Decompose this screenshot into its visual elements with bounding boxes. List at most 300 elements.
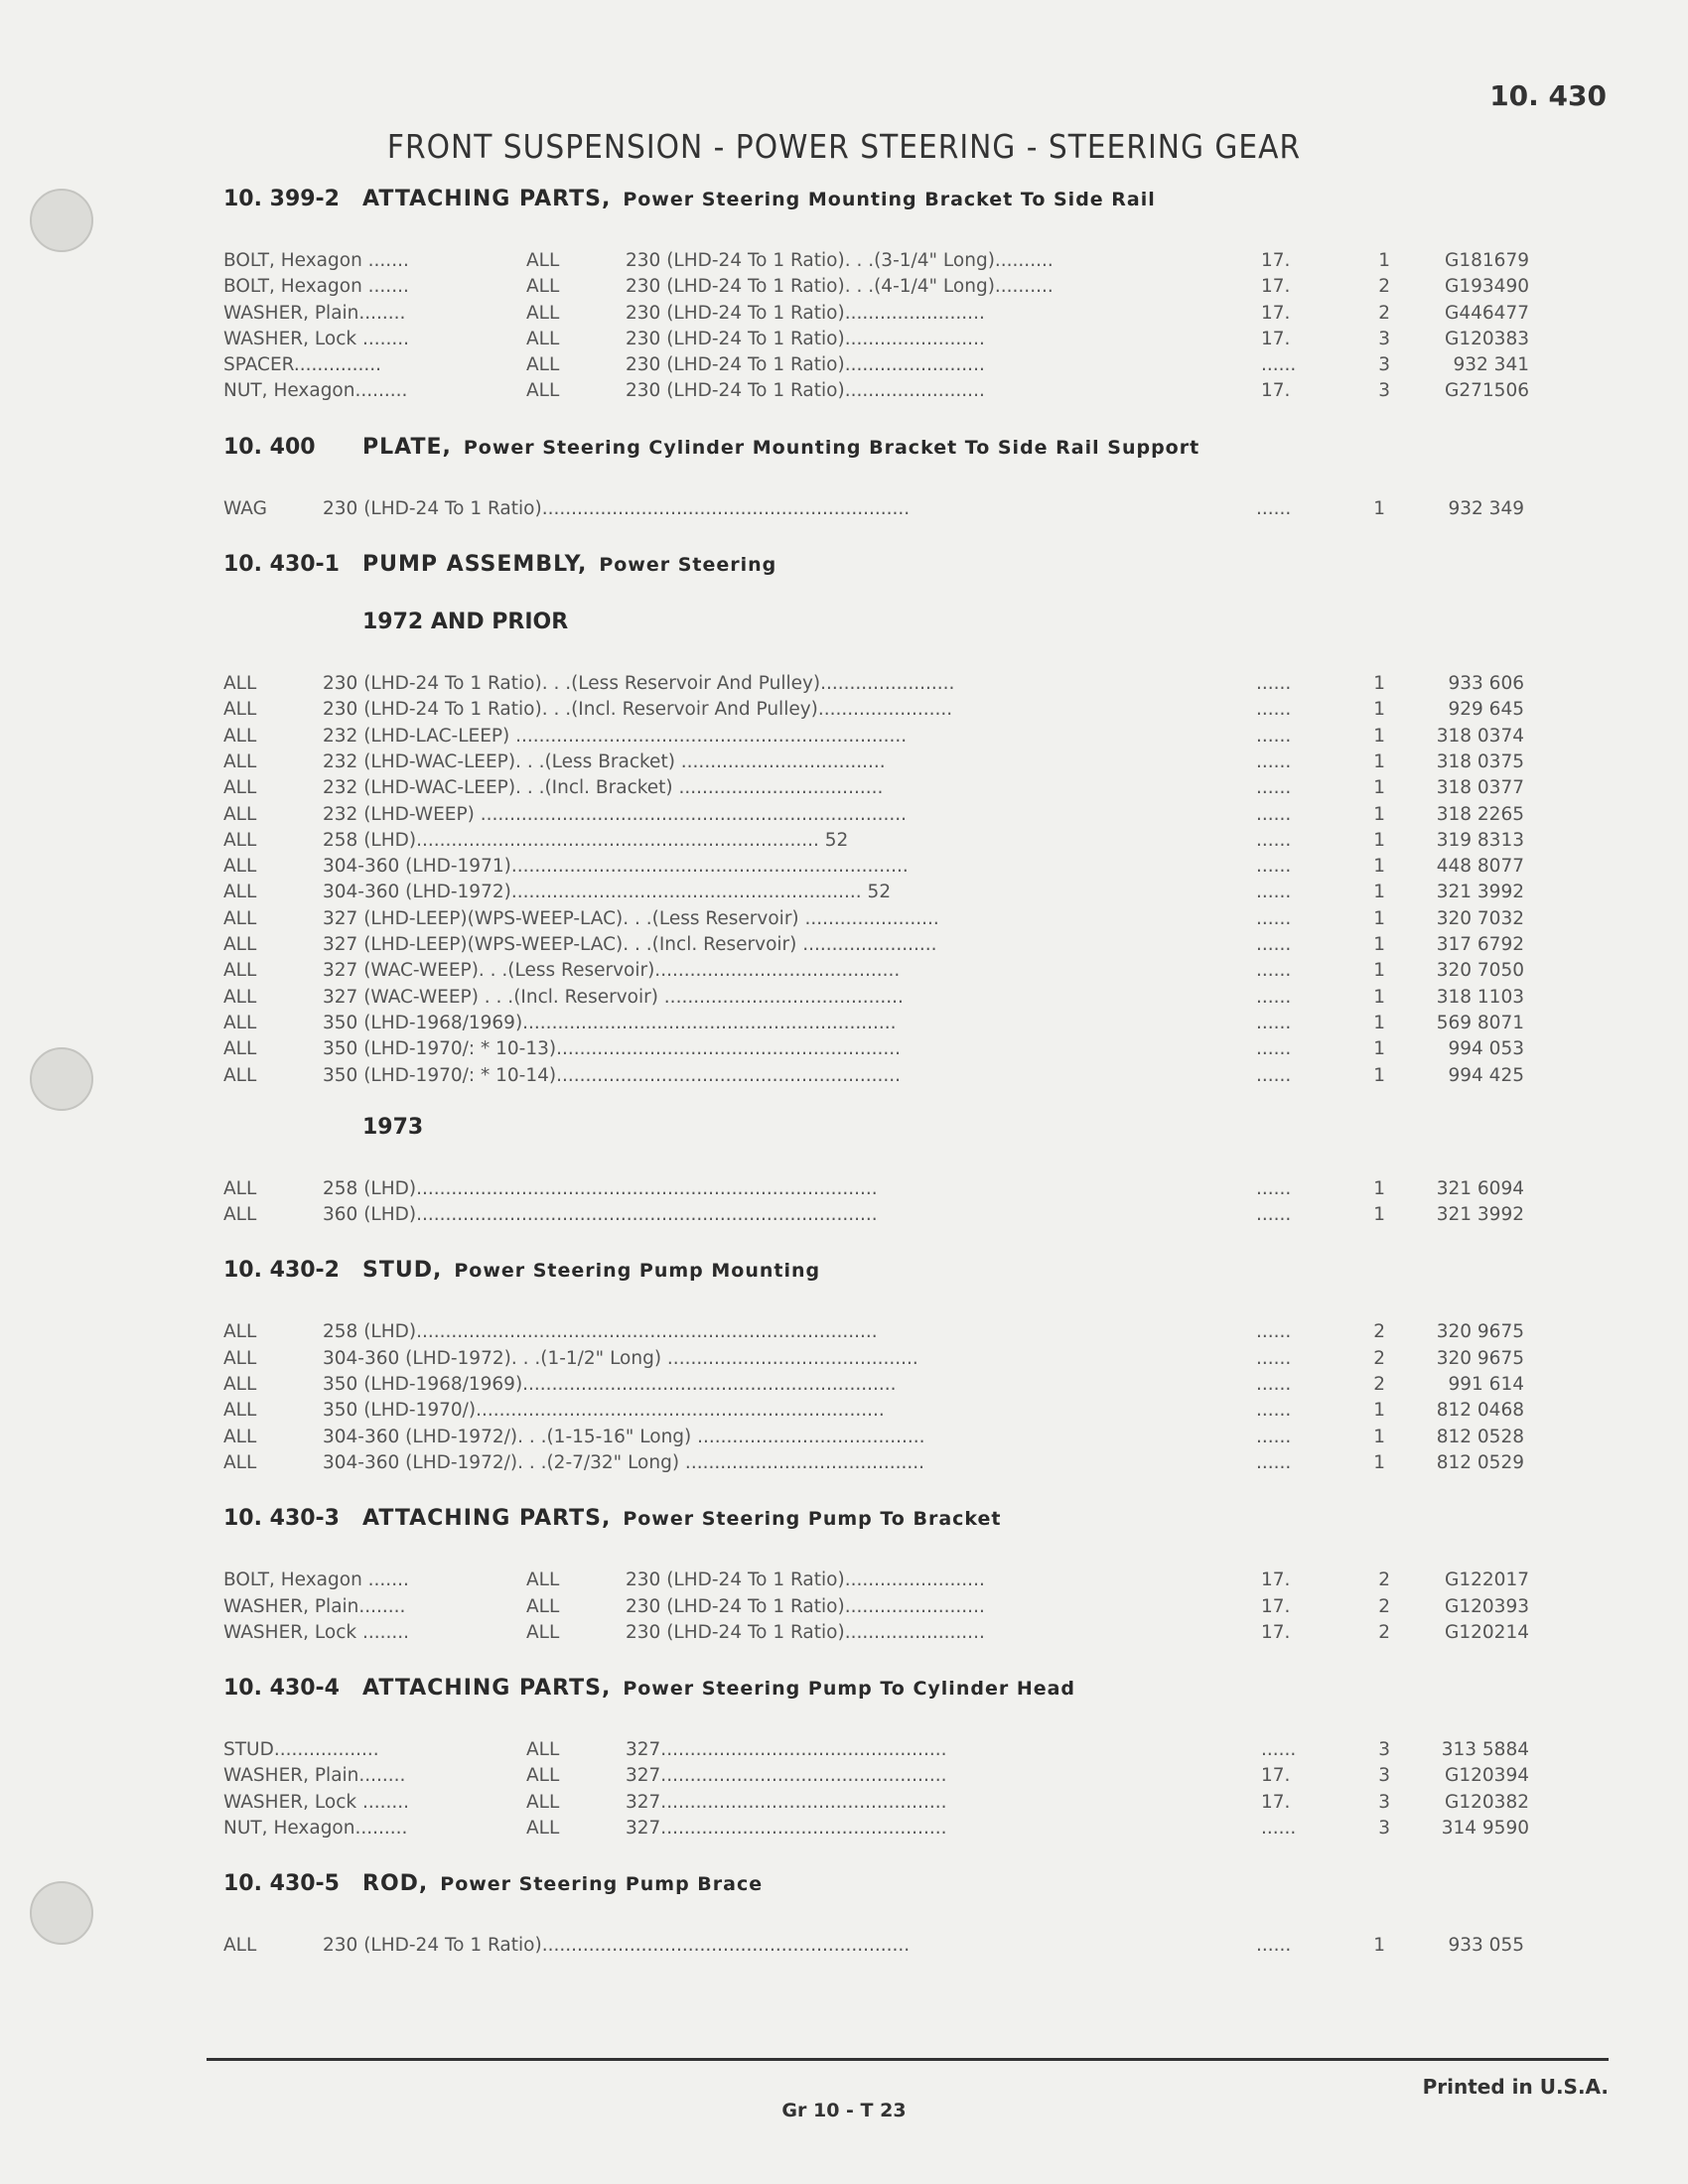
part-number: 991 614 xyxy=(1448,1374,1524,1396)
group-code: ...... xyxy=(1256,1038,1292,1060)
part-description: 230 (LHD-24 To 1 Ratio)........................ xyxy=(626,380,985,402)
application-code: ALL xyxy=(223,829,257,851)
part-description: 230 (LHD-24 To 1 Ratio)........................ xyxy=(626,1621,985,1643)
table-row xyxy=(223,906,1539,932)
table-row xyxy=(223,274,1539,300)
quantity: 1 xyxy=(1373,725,1385,747)
part-number: 994 053 xyxy=(1448,1038,1524,1060)
quantity: 1 xyxy=(1373,497,1385,519)
part-description: 327 (LHD-LEEP)(WPS-WEEP-LAC). . .(Incl. Reservoir) ....................... xyxy=(323,934,937,956)
section-description: Power Steering xyxy=(599,554,777,577)
group-code: 17. xyxy=(1261,380,1291,402)
part-description: 230 (LHD-24 To 1 Ratio). . .(Incl. Reservoir And Pulley)....................... xyxy=(323,699,953,721)
part-description: 350 (LHD-1968/1969)................................................................ xyxy=(323,1012,897,1033)
group-code: ...... xyxy=(1256,803,1292,825)
table-row xyxy=(223,1763,1539,1789)
part-number: 812 0468 xyxy=(1436,1400,1524,1422)
parts-rows xyxy=(223,1568,1539,1646)
group-code: ...... xyxy=(1256,1374,1292,1396)
table-row xyxy=(223,1425,1539,1450)
part-description: 230 (LHD-24 To 1 Ratio)............................................................... xyxy=(323,497,911,519)
quantity: 1 xyxy=(1373,1038,1385,1060)
group-code: ...... xyxy=(1256,934,1292,956)
part-number: G181679 xyxy=(1445,250,1529,271)
table-row xyxy=(223,1319,1539,1345)
table-row xyxy=(223,1063,1539,1089)
table-row xyxy=(223,1346,1539,1372)
section-name: ATTACHING PARTS, xyxy=(362,187,612,211)
parts-rows xyxy=(223,1933,1539,1959)
quantity: 1 xyxy=(1373,1064,1385,1086)
section-description: Power Steering Mounting Bracket To Side Rail xyxy=(623,189,1156,210)
section-heading xyxy=(223,187,1539,222)
part-name: NUT, Hexagon......... xyxy=(223,380,408,402)
quantity: 2 xyxy=(1373,1321,1385,1343)
quantity: 1 xyxy=(1378,250,1390,271)
part-description: 327................................................. xyxy=(626,1817,947,1839)
section-name: ATTACHING PARTS, xyxy=(362,1676,612,1702)
part-number: 448 8077 xyxy=(1436,856,1524,878)
application-code: ALL xyxy=(223,1374,257,1396)
quantity: 1 xyxy=(1373,1400,1385,1422)
catalog-section xyxy=(223,552,1539,1228)
section-number: 10. 430-4 xyxy=(223,1676,340,1702)
table-row xyxy=(223,327,1539,352)
section-heading xyxy=(223,552,1539,588)
group-code: ...... xyxy=(1256,1204,1292,1226)
table-row xyxy=(223,378,1539,404)
part-description: 230 (LHD-24 To 1 Ratio). . .(3-1/4" Long).......... xyxy=(626,250,1054,271)
application-code: ALL xyxy=(223,751,257,772)
part-name: WASHER, Lock ........ xyxy=(223,328,410,349)
section-description: Power Steering Pump To Bracket xyxy=(623,1508,1002,1531)
catalog-section xyxy=(223,1258,1539,1476)
part-number: G271506 xyxy=(1445,380,1529,402)
quantity: 2 xyxy=(1378,1595,1390,1617)
part-number: G120214 xyxy=(1445,1621,1529,1643)
table-row xyxy=(223,1568,1539,1593)
quantity: 2 xyxy=(1378,1570,1390,1591)
application-code: ALL xyxy=(223,777,257,799)
part-description: 360 (LHD)............................................................................... xyxy=(323,1204,878,1226)
group-code: ...... xyxy=(1256,1426,1292,1447)
footer-divider xyxy=(207,2058,1609,2061)
part-description: 258 (LHD)............................................................................... xyxy=(323,1321,878,1343)
quantity: 1 xyxy=(1373,803,1385,825)
catalog-section xyxy=(223,1676,1539,1842)
quantity: 2 xyxy=(1373,1347,1385,1369)
part-description: 230 (LHD-24 To 1 Ratio)........................ xyxy=(626,328,985,349)
group-code: ...... xyxy=(1256,1451,1292,1473)
section-heading xyxy=(223,1676,1539,1711)
group-code: ...... xyxy=(1256,1064,1292,1086)
part-number: 932 349 xyxy=(1448,497,1524,519)
application-code: ALL xyxy=(526,302,560,324)
part-description: 230 (LHD-24 To 1 Ratio)........................ xyxy=(626,354,985,376)
group-code: 17. xyxy=(1261,1595,1291,1617)
table-row xyxy=(223,1202,1539,1228)
application-code: ALL xyxy=(526,276,560,298)
table-row xyxy=(223,248,1539,274)
parts-rows xyxy=(223,1737,1539,1842)
part-description: 327................................................. xyxy=(626,1791,947,1813)
quantity: 1 xyxy=(1373,1935,1385,1957)
part-name: BOLT, Hexagon ....... xyxy=(223,1570,409,1591)
section-description: Power Steering Pump Mounting xyxy=(454,1260,821,1283)
application-code: ALL xyxy=(223,725,257,747)
table-row xyxy=(223,854,1539,880)
part-description: 230 (LHD-24 To 1 Ratio). . .(Less Reservoir And Pulley)....................... xyxy=(323,673,955,695)
group-code: ...... xyxy=(1256,1012,1292,1033)
group-code: ...... xyxy=(1256,1935,1292,1957)
part-description: 230 (LHD-24 To 1 Ratio)........................ xyxy=(626,1570,985,1591)
application-code: ALL xyxy=(223,1451,257,1473)
page-number: 10. 430 xyxy=(1489,79,1607,112)
table-row xyxy=(223,1450,1539,1476)
application-code: ALL xyxy=(526,1595,560,1617)
table-row xyxy=(223,1372,1539,1398)
application-code: ALL xyxy=(526,1570,560,1591)
part-number: 933 606 xyxy=(1448,673,1524,695)
parts-rows xyxy=(223,1319,1539,1476)
quantity: 1 xyxy=(1373,882,1385,903)
group-code: ...... xyxy=(1261,354,1297,376)
part-number: 320 7050 xyxy=(1436,960,1524,982)
group-code: 17. xyxy=(1261,1621,1291,1643)
quantity: 2 xyxy=(1378,1621,1390,1643)
section-heading xyxy=(223,1506,1539,1542)
quantity: 3 xyxy=(1378,1739,1390,1761)
part-name: WASHER, Plain........ xyxy=(223,1765,406,1787)
group-code: ...... xyxy=(1256,699,1292,721)
part-number: 320 9675 xyxy=(1436,1347,1524,1369)
section-number: 10. 399-2 xyxy=(223,187,340,211)
section-name: STUD, xyxy=(362,1258,443,1284)
part-description: 304-360 (LHD-1972). . .(1-1/2" Long) ........................................... xyxy=(323,1347,918,1369)
group-code: ...... xyxy=(1256,882,1292,903)
part-description: 232 (LHD-WAC-LEEP). . .(Incl. Bracket) ................................... xyxy=(323,777,884,799)
quantity: 1 xyxy=(1373,777,1385,799)
table-row xyxy=(223,1790,1539,1816)
parts-rows xyxy=(223,496,1539,522)
application-code: ALL xyxy=(223,907,257,929)
part-number: 318 1103 xyxy=(1436,986,1524,1008)
application-code: ALL xyxy=(223,1321,257,1343)
table-row xyxy=(223,1737,1539,1763)
part-number: 319 8313 xyxy=(1436,829,1524,851)
group-code: 17. xyxy=(1261,250,1291,271)
page-reference: Gr 10 - T 23 xyxy=(781,2100,907,2121)
application-code: ALL xyxy=(223,1177,257,1199)
part-number: G120382 xyxy=(1445,1791,1529,1813)
application-code: ALL xyxy=(223,856,257,878)
group-code: 17. xyxy=(1261,1765,1291,1787)
part-description: 230 (LHD-24 To 1 Ratio)........................ xyxy=(626,302,985,324)
part-number: G120393 xyxy=(1445,1595,1529,1617)
part-number: 321 3992 xyxy=(1436,1204,1524,1226)
part-name: NUT, Hexagon......... xyxy=(223,1817,408,1839)
table-row xyxy=(223,1011,1539,1036)
quantity: 1 xyxy=(1373,934,1385,956)
application-code: ALL xyxy=(223,1038,257,1060)
table-row xyxy=(223,352,1539,378)
group-code: ...... xyxy=(1256,673,1292,695)
part-number: 318 0377 xyxy=(1436,777,1524,799)
table-row xyxy=(223,880,1539,905)
application-code: ALL xyxy=(526,1765,560,1787)
part-description: 327................................................. xyxy=(626,1739,947,1761)
part-description: 258 (LHD)............................................................................... xyxy=(323,1177,878,1199)
part-number: 318 0374 xyxy=(1436,725,1524,747)
quantity: 1 xyxy=(1373,1204,1385,1226)
part-number: 929 645 xyxy=(1448,699,1524,721)
quantity: 3 xyxy=(1378,1817,1390,1839)
binder-hole xyxy=(30,189,93,252)
group-code: ...... xyxy=(1261,1739,1297,1761)
table-row xyxy=(223,775,1539,801)
quantity: 1 xyxy=(1373,1012,1385,1033)
table-row xyxy=(223,301,1539,327)
parts-rows xyxy=(223,1176,1539,1229)
part-number: 313 5884 xyxy=(1441,1739,1529,1761)
year-subheading: 1972 AND PRIOR xyxy=(362,610,569,635)
part-name: STUD.................. xyxy=(223,1739,379,1761)
part-description: 230 (LHD-24 To 1 Ratio)............................................................... xyxy=(323,1935,911,1957)
section-heading xyxy=(223,1258,1539,1294)
application-code: ALL xyxy=(223,1064,257,1086)
part-description: 350 (LHD-1970/: * 10-13)........................................................... xyxy=(323,1038,902,1060)
application-code: ALL xyxy=(223,934,257,956)
part-description: 230 (LHD-24 To 1 Ratio)........................ xyxy=(626,1595,985,1617)
section-name: PLATE, xyxy=(362,434,452,460)
quantity: 1 xyxy=(1373,673,1385,695)
section-number: 10. 430-2 xyxy=(223,1258,340,1284)
part-number: 320 7032 xyxy=(1436,907,1524,929)
group-code: ...... xyxy=(1256,497,1292,519)
group-code: 17. xyxy=(1261,302,1291,324)
part-description: 304-360 (LHD-1972)............................................................ 52 xyxy=(323,882,892,903)
quantity: 1 xyxy=(1373,907,1385,929)
group-code: 17. xyxy=(1261,1570,1291,1591)
part-number: 933 055 xyxy=(1448,1935,1524,1957)
quantity: 2 xyxy=(1373,1374,1385,1396)
section-name: ATTACHING PARTS, xyxy=(362,1506,612,1532)
part-number: 321 3992 xyxy=(1436,882,1524,903)
table-row xyxy=(223,1816,1539,1842)
part-description: 232 (LHD-WEEP) ......................................................................... xyxy=(323,803,908,825)
section-name: ROD, xyxy=(362,1871,429,1897)
application-code: ALL xyxy=(526,1739,560,1761)
group-code: ...... xyxy=(1256,751,1292,772)
application-code: ALL xyxy=(526,1791,560,1813)
quantity: 1 xyxy=(1373,856,1385,878)
part-name: BOLT, Hexagon ....... xyxy=(223,276,409,298)
quantity: 2 xyxy=(1378,302,1390,324)
part-number: 318 0375 xyxy=(1436,751,1524,772)
section-number: 10. 430-3 xyxy=(223,1506,340,1532)
application-code: ALL xyxy=(223,1012,257,1033)
part-description: 304-360 (LHD-1971).................................................................... xyxy=(323,856,909,878)
part-name: WASHER, Lock ........ xyxy=(223,1621,410,1643)
quantity: 1 xyxy=(1373,960,1385,982)
parts-rows xyxy=(223,671,1539,1089)
part-description: 304-360 (LHD-1972/). . .(1-15-16" Long) ....................................... xyxy=(323,1426,925,1447)
part-name: SPACER............... xyxy=(223,354,382,376)
quantity: 3 xyxy=(1378,380,1390,402)
part-number: 321 6094 xyxy=(1436,1177,1524,1199)
section-heading xyxy=(223,435,1539,471)
part-description: 350 (LHD-1970/: * 10-14)........................................................... xyxy=(323,1064,902,1086)
application-code: ALL xyxy=(223,699,257,721)
application-code: ALL xyxy=(526,380,560,402)
group-code: ...... xyxy=(1256,777,1292,799)
part-number: 569 8071 xyxy=(1436,1012,1524,1033)
part-description: 327 (LHD-LEEP)(WPS-WEEP-LAC). . .(Less Reservoir) ....................... xyxy=(323,907,939,929)
application-code: ALL xyxy=(526,250,560,271)
part-description: 230 (LHD-24 To 1 Ratio). . .(4-1/4" Long).......... xyxy=(626,276,1054,298)
part-description: 350 (LHD-1970/)...................................................................... xyxy=(323,1400,885,1422)
parts-list xyxy=(223,187,1539,1989)
group-code: ...... xyxy=(1256,856,1292,878)
table-row xyxy=(223,828,1539,854)
catalog-section xyxy=(223,187,1539,405)
binder-hole xyxy=(30,1047,93,1111)
group-code: ...... xyxy=(1256,907,1292,929)
section-number: 10. 430-5 xyxy=(223,1871,340,1897)
printed-in-label: Printed in U.S.A. xyxy=(1422,2075,1609,2099)
part-number: G446477 xyxy=(1445,302,1529,324)
section-description: Power Steering Pump To Cylinder Head xyxy=(623,1678,1076,1701)
part-name: WASHER, Plain........ xyxy=(223,1595,406,1617)
part-number: 320 9675 xyxy=(1436,1321,1524,1343)
table-row xyxy=(223,1594,1539,1620)
part-description: 350 (LHD-1968/1969)................................................................ xyxy=(323,1374,897,1396)
part-number: 994 425 xyxy=(1448,1064,1524,1086)
table-row xyxy=(223,697,1539,723)
table-row xyxy=(223,958,1539,984)
group-code: 17. xyxy=(1261,328,1291,349)
application-code: ALL xyxy=(223,673,257,695)
part-number: 314 9590 xyxy=(1441,1817,1529,1839)
part-number: 812 0528 xyxy=(1436,1426,1524,1447)
application-code: ALL xyxy=(223,803,257,825)
table-row xyxy=(223,1398,1539,1424)
part-name: WASHER, Plain........ xyxy=(223,302,406,324)
part-number: G120394 xyxy=(1445,1765,1529,1787)
section-number: 10. 430-1 xyxy=(223,552,340,578)
catalog-section xyxy=(223,1871,1539,1959)
group-code: ...... xyxy=(1256,1177,1292,1199)
quantity: 2 xyxy=(1378,276,1390,298)
application-code: ALL xyxy=(223,1426,257,1447)
application-code: ALL xyxy=(223,1347,257,1369)
table-row xyxy=(223,496,1539,522)
binder-hole xyxy=(30,1881,93,1945)
section-description: Power Steering Pump Brace xyxy=(440,1873,764,1896)
catalog-section xyxy=(223,1506,1539,1646)
application-code: ALL xyxy=(223,1400,257,1422)
quantity: 1 xyxy=(1373,751,1385,772)
table-row xyxy=(223,671,1539,697)
part-description: 232 (LHD-WAC-LEEP). . .(Less Bracket) ................................... xyxy=(323,751,886,772)
part-name: BOLT, Hexagon ....... xyxy=(223,250,409,271)
group-code: ...... xyxy=(1256,1321,1292,1343)
application-code: ALL xyxy=(526,1621,560,1643)
quantity: 3 xyxy=(1378,354,1390,376)
application-code: ALL xyxy=(526,328,560,349)
quantity: 3 xyxy=(1378,1765,1390,1787)
quantity: 1 xyxy=(1373,829,1385,851)
group-code: ...... xyxy=(1256,960,1292,982)
section-description: Power Steering Cylinder Mounting Bracket To Side Rail Support xyxy=(463,436,1200,459)
application-code: ALL xyxy=(223,960,257,982)
group-code: ...... xyxy=(1256,725,1292,747)
application-code: WAG xyxy=(223,497,267,519)
quantity: 1 xyxy=(1373,1451,1385,1473)
group-code: ...... xyxy=(1256,829,1292,851)
quantity: 1 xyxy=(1373,986,1385,1008)
application-code: ALL xyxy=(223,1935,257,1957)
parts-rows xyxy=(223,248,1539,405)
quantity: 3 xyxy=(1378,328,1390,349)
part-description: 327 (WAC-WEEP). . .(Less Reservoir).......................................... xyxy=(323,960,901,982)
table-row xyxy=(223,1176,1539,1202)
table-row xyxy=(223,985,1539,1011)
part-description: 327 (WAC-WEEP) . . .(Incl. Reservoir) ......................................... xyxy=(323,986,904,1008)
page-title: FRONT SUSPENSION - POWER STEERING - STEERING GEAR xyxy=(386,127,1302,166)
part-name: WASHER, Lock ........ xyxy=(223,1791,410,1813)
quantity: 1 xyxy=(1373,1426,1385,1447)
part-description: 304-360 (LHD-1972/). . .(2-7/32" Long) ......................................... xyxy=(323,1451,925,1473)
part-number: G122017 xyxy=(1445,1570,1529,1591)
part-description: 327................................................. xyxy=(626,1765,947,1787)
part-description: 232 (LHD-LAC-LEEP) ................................................................... xyxy=(323,725,908,747)
table-row xyxy=(223,724,1539,750)
part-number: 812 0529 xyxy=(1436,1451,1524,1473)
group-code: ...... xyxy=(1261,1817,1297,1839)
group-code: ...... xyxy=(1256,1347,1292,1369)
quantity: 1 xyxy=(1373,1177,1385,1199)
part-number: G120383 xyxy=(1445,328,1529,349)
application-code: ALL xyxy=(526,1817,560,1839)
table-row xyxy=(223,1036,1539,1062)
quantity: 1 xyxy=(1373,699,1385,721)
part-number: 318 2265 xyxy=(1436,803,1524,825)
table-row xyxy=(223,1620,1539,1646)
application-code: ALL xyxy=(526,354,560,376)
year-subheading: 1973 xyxy=(362,1114,424,1140)
part-number: G193490 xyxy=(1445,276,1529,298)
part-number: 932 341 xyxy=(1453,354,1529,376)
group-code: 17. xyxy=(1261,276,1291,298)
application-code: ALL xyxy=(223,882,257,903)
part-description: 258 (LHD)..................................................................... 52 xyxy=(323,829,849,851)
application-code: ALL xyxy=(223,986,257,1008)
section-name: PUMP ASSEMBLY, xyxy=(362,552,588,578)
group-code: ...... xyxy=(1256,986,1292,1008)
table-row xyxy=(223,802,1539,828)
table-row xyxy=(223,1933,1539,1959)
part-number: 317 6792 xyxy=(1436,934,1524,956)
application-code: ALL xyxy=(223,1204,257,1226)
group-code: ...... xyxy=(1256,1400,1292,1422)
table-row xyxy=(223,750,1539,775)
table-row xyxy=(223,932,1539,958)
catalog-section xyxy=(223,435,1539,522)
quantity: 3 xyxy=(1378,1791,1390,1813)
section-heading xyxy=(223,1871,1539,1907)
group-code: 17. xyxy=(1261,1791,1291,1813)
